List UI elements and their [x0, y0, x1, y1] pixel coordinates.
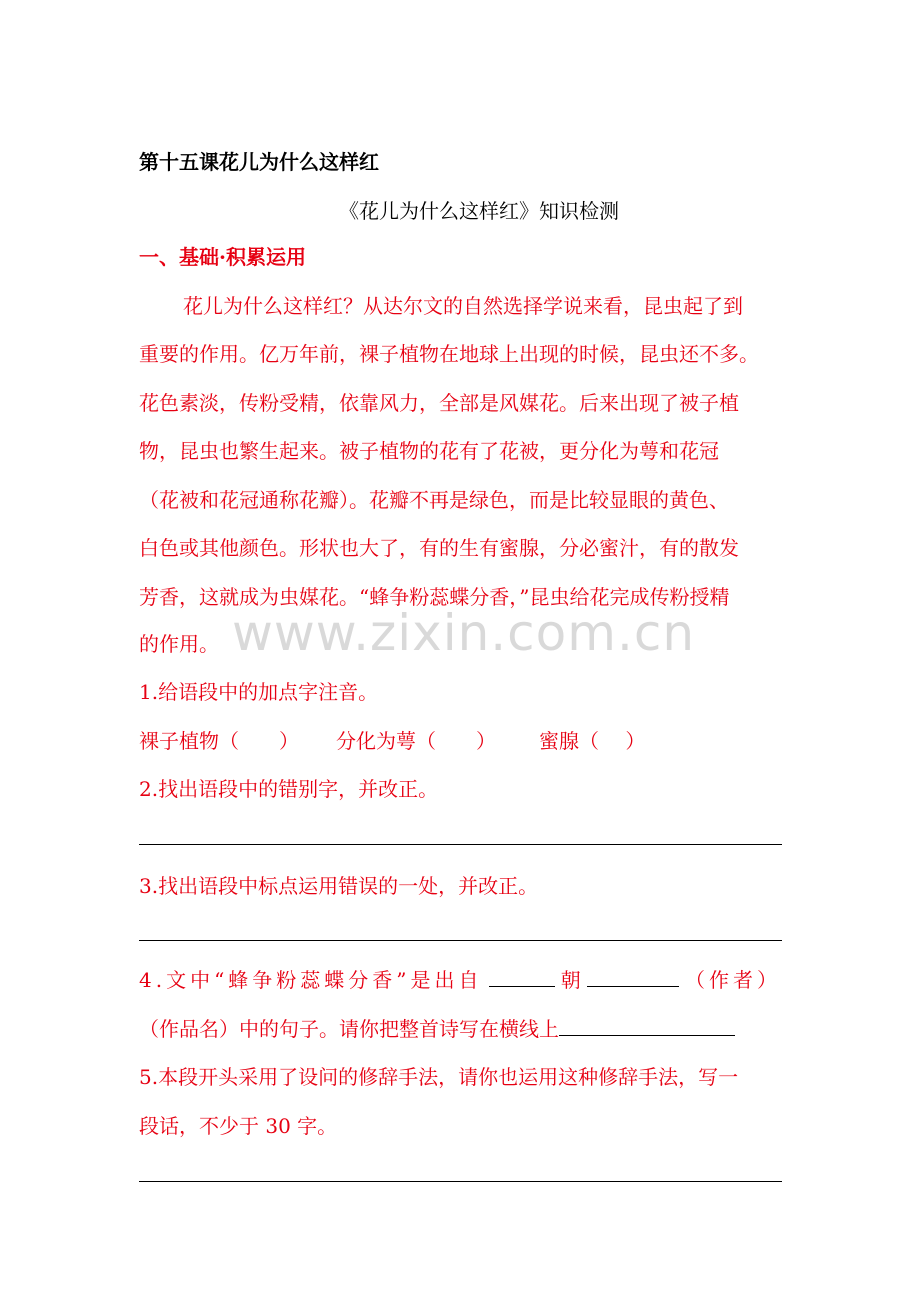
pinyin-item: 分化为萼（ ） — [336, 729, 496, 753]
passage-line: 重要的作用。亿万年前，裸子植物在地球上出现的时候，昆虫还不多。 — [139, 342, 759, 366]
pinyin-item: 裸子植物（ ） — [139, 729, 299, 753]
question-5-line-1: 5.本段开头采用了设问的修辞手法，请你也运用这种修辞手法，写一 — [139, 1065, 739, 1089]
poem-blank[interactable] — [559, 1015, 735, 1036]
passage-line: 白色或其他颜色。形状也大了，有的生有蜜腺，分必蜜汁，有的散发 — [139, 536, 739, 560]
author-blank[interactable] — [587, 966, 679, 987]
question-2-prompt: 2.找出语段中的错别字，并改正。 — [139, 777, 439, 801]
passage-line: 花色素淡，传粉受精，依靠风力，全部是风媒花。后来出现了被子植 — [139, 391, 739, 415]
question-1-prompt: 1.给语段中的加点字注音。 — [139, 680, 379, 704]
question-4-text: 4.文中“蜂争粉蕊蝶分香”是出自 — [139, 968, 483, 992]
question-4-text: 朝 — [560, 968, 581, 992]
lesson-title: 第十五课花儿为什么这样红 — [139, 150, 379, 174]
passage-line: 的作用。 — [139, 632, 219, 656]
answer-line[interactable] — [139, 1181, 782, 1182]
question-4-text: （作品名）中的句子。请你把整首诗写在横线上 — [139, 1017, 559, 1041]
dynasty-blank[interactable] — [489, 966, 555, 987]
question-4-line-2 — [139, 1015, 784, 1043]
passage-line: （花被和花冠通称花瓣）。花瓣不再是绿色，而是比较显眼的黄色、 — [139, 488, 729, 512]
pinyin-item: 蜜腺（ ） — [539, 729, 646, 753]
watermark: www.zixin.com.cn — [232, 604, 696, 662]
passage-line: 物，昆虫也繁生起来。被子植物的花有了花被，更分化为萼和花冠 — [139, 439, 719, 463]
passage-line: 花儿为什么这样红？从达尔文的自然选择学说来看，昆虫起了到 — [183, 294, 743, 318]
section-heading: 一、基础·积累运用 — [139, 245, 306, 269]
passage-line: 芳香，这就成为虫媒花。“蜂争粉蕊蝶分香，”昆虫给花完成传粉授精 — [139, 585, 730, 609]
question-5-line-2: 段话，不少于 30 字。 — [139, 1114, 338, 1138]
answer-line[interactable] — [139, 940, 782, 941]
question-4-line-1 — [139, 966, 781, 994]
subtitle: 《花儿为什么这样红》知识检测 — [339, 199, 619, 223]
question-4-text: （作者） — [684, 968, 781, 992]
answer-line[interactable] — [139, 844, 782, 845]
question-3-prompt: 3.找出语段中标点运用错误的一处，并改正。 — [139, 874, 539, 898]
